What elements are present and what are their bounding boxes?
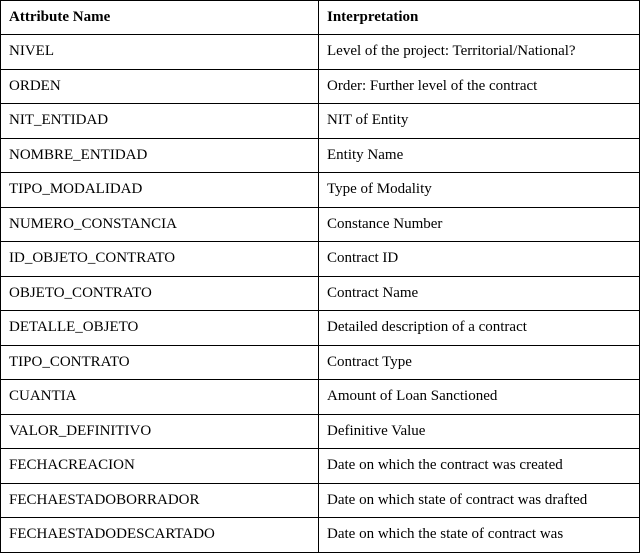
interpretation-cell: NIT of Entity <box>319 104 640 139</box>
interpretation-cell: Contract Name <box>319 276 640 311</box>
table-row <box>1 518 640 553</box>
attribute-cell: FECHACREACION <box>1 449 319 484</box>
attribute-cell: TIPO_CONTRATO <box>1 345 319 380</box>
header-attribute-name: Attribute Name <box>1 1 319 35</box>
interpretation-cell: Level of the project: Territorial/National? <box>319 35 640 70</box>
interpretation-cell: Constance Number <box>319 207 640 242</box>
table-row <box>1 207 640 242</box>
attribute-cell: NIVEL <box>1 35 319 70</box>
table-row <box>1 69 640 104</box>
table-row <box>1 138 640 173</box>
table-row <box>1 35 640 70</box>
attribute-cell: NUMERO_CONSTANCIA <box>1 207 319 242</box>
interpretation-cell: Date on which the contract was created <box>319 449 640 484</box>
interpretation-cell: Type of Modality <box>319 173 640 208</box>
interpretation-cell: Order: Further level of the contract <box>319 69 640 104</box>
interpretation-cell: Amount of Loan Sanctioned <box>319 380 640 415</box>
table-row <box>1 483 640 518</box>
attribute-cell: VALOR_DEFINITIVO <box>1 414 319 449</box>
attribute-cell: NIT_ENTIDAD <box>1 104 319 139</box>
table-row <box>1 449 640 484</box>
interpretation-cell: Definitive Value <box>319 414 640 449</box>
interpretation-cell: Contract Type <box>319 345 640 380</box>
attribute-cell: CUANTIA <box>1 380 319 415</box>
table-row <box>1 242 640 277</box>
attribute-cell: ID_OBJETO_CONTRATO <box>1 242 319 277</box>
table-row <box>1 173 640 208</box>
attribute-cell: TIPO_MODALIDAD <box>1 173 319 208</box>
interpretation-cell: Date on which state of contract was drafted <box>319 483 640 518</box>
table-row <box>1 380 640 415</box>
interpretation-cell: Entity Name <box>319 138 640 173</box>
table-row <box>1 311 640 346</box>
attribute-cell: OBJETO_CONTRATO <box>1 276 319 311</box>
interpretation-cell: Detailed description of a contract <box>319 311 640 346</box>
attribute-cell: FECHAESTADODESCARTADO <box>1 518 319 553</box>
header-interpretation: Interpretation <box>319 1 640 35</box>
interpretation-cell: Date on which the state of contract was <box>319 518 640 553</box>
table-row <box>1 414 640 449</box>
table-header-row <box>1 1 640 35</box>
table-row <box>1 345 640 380</box>
table-row <box>1 104 640 139</box>
attribute-cell: FECHAESTADOBORRADOR <box>1 483 319 518</box>
attribute-cell: NOMBRE_ENTIDAD <box>1 138 319 173</box>
attribute-cell: ORDEN <box>1 69 319 104</box>
interpretation-cell: Contract ID <box>319 242 640 277</box>
attribute-cell: DETALLE_OBJETO <box>1 311 319 346</box>
table-row <box>1 276 640 311</box>
